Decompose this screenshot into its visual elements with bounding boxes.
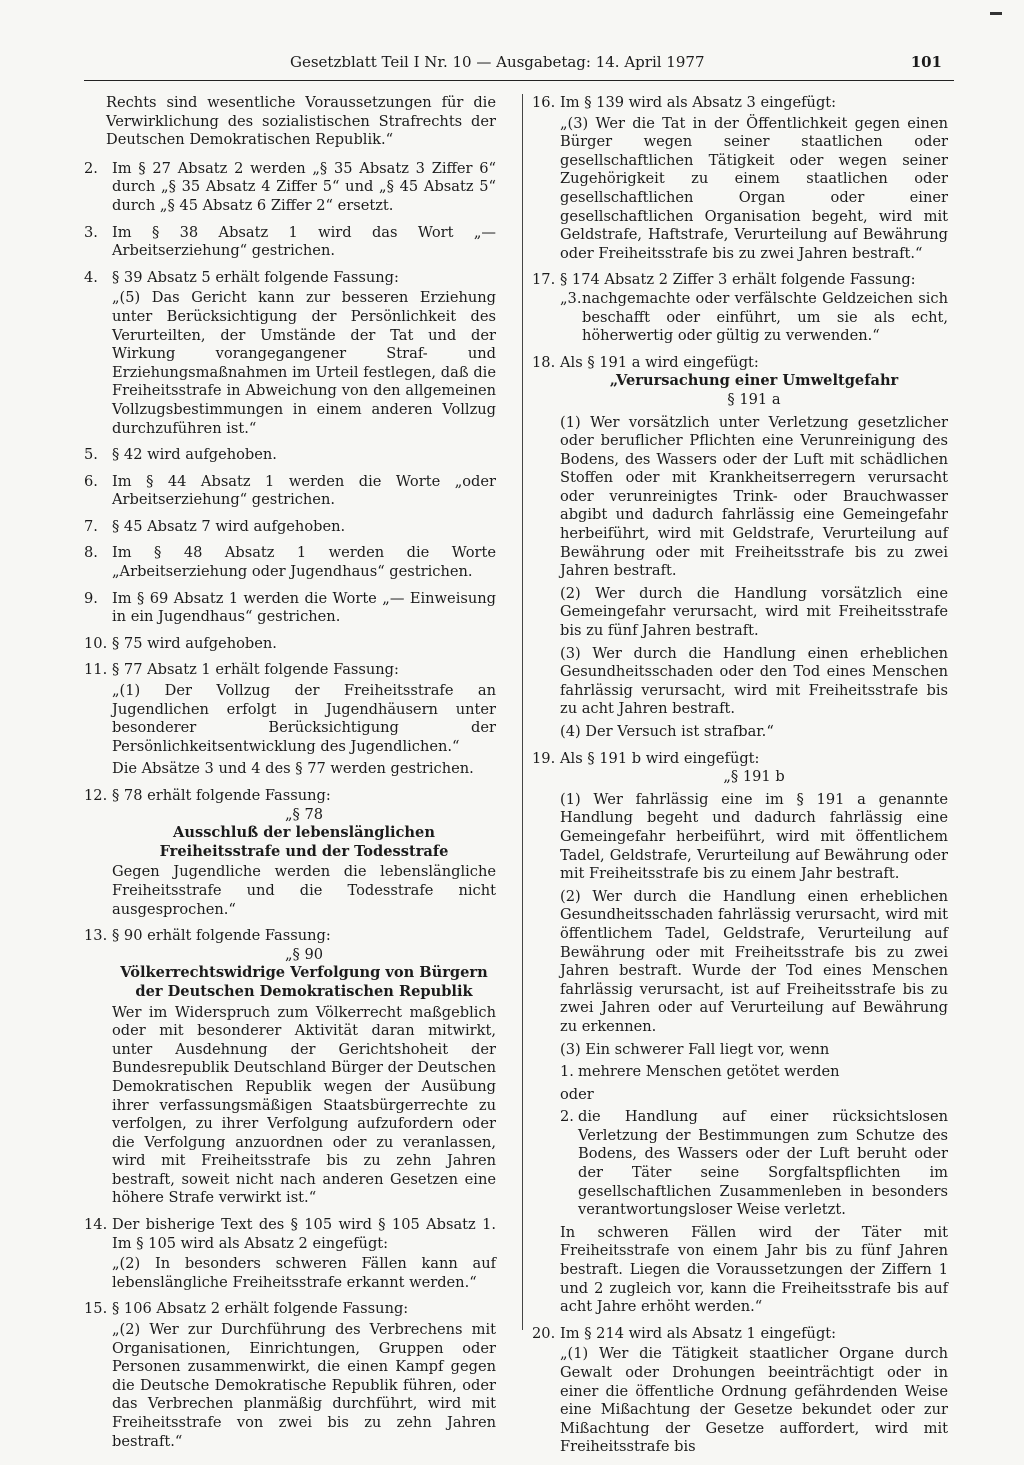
item-number: 18. [532,353,556,371]
subsection-2: (2) Wer durch die Handlung vorsätzlich eine Gemeingefahr verursacht, wird mit Freiheitsstrafe bis zu fünf Jahren bestraft. [560,584,948,640]
item-number: 11. [84,661,108,679]
item-12 [84,787,496,919]
item-text: § 45 Absatz 7 wird aufgehoben. [112,517,346,535]
enum-entry-2 [560,1108,948,1220]
conjunction-text: oder [560,1085,594,1103]
section-heading: „Verursachung einer Umweltgefahr [609,372,899,390]
item-number: 9. [84,589,98,607]
left-column [84,94,496,1459]
item-quote: „(3) Wer die Tat in der Öffentlichkeit gegen einen Bürger wegen seiner staatlichen oder gesellschaftlichen Tätigkeit oder wegen seiner Zugehörigkeit zu einem staatlichen oder gesellschaftlichen Organ oder einer gesellschaftlichen Organisation begeht, wird mit Geldstrafe, Haftstrafe, Verurteilung auf Bewährung oder Freiheitsstrafe bis zu zwei Jahren bestraft.“ [560,114,948,262]
item-text: § 39 Absatz 5 erhält folgende Fassung: [112,268,399,286]
item-5 [84,446,496,465]
item-18 [532,354,948,742]
item-text: Als § 191 b wird eingefügt: [560,749,760,767]
enum-text: nachgemachte oder verfälschte Geldzeichen sich beschafft oder einführt, um sie als echt, höherwertig oder gültig zu verwenden.“ [582,289,948,345]
subsection-1: (1) Wer fahrlässig eine im § 191 a genannte Handlung begeht und dadurch fahrlässig eine Gemeingefahr herbeiführt, wird mit öffentlichem Tadel, Geldstrafe, Verurteilung auf Bewährung oder mit Freiheitsstrafe bis zu einem Jahr bestraft. [560,790,948,883]
item-number: 6. [84,472,98,490]
page-header [290,53,942,75]
item-2 [84,160,496,216]
subsection-4: (4) Der Versuch ist strafbar.“ [560,723,774,740]
item-15 [84,1300,496,1451]
item-16 [532,94,948,263]
item-14 [84,1216,496,1292]
item-text: Im § 38 Absatz 1 wird das Wort „— Arbeitserziehung“ gestrichen. [112,223,496,260]
item-17 [532,271,948,345]
item-8 [84,544,496,581]
subsection-1: (1) Wer vorsätzlich unter Verletzung gesetzlicher oder beruflicher Pflichten eine Verunreinigung des Bodens, des Wassers oder der Luft mit schädlichen Stoffen oder mit Krankheitserregern verursacht oder verunreinigtes Trink- oder Brauchwasser abgibt und dadurch fahrlässig eine Gemeingefahr herbeiführt, wird mit Geldstrafe, Verurteilung auf Bewährung oder mit Freiheitsstrafe bis zu zwei Jahren bestraft. [560,413,948,580]
section-heading: Ausschluß der lebenslänglichen Freiheitsstrafe und der Todesstrafe [159,824,449,860]
enum-number: „3. [560,289,582,307]
item-number: 19. [532,749,556,767]
item-6 [84,473,496,510]
item-number: 15. [84,1300,108,1318]
item-text: Im § 27 Absatz 2 werden „§ 35 Absatz 3 Ziffer 6“ durch „§ 35 Absatz 4 Ziffer 5“ und „§ 45 Absatz 5“ durch „§ 45 Absatz 6 Ziffer 2“ ersetzt. [112,159,496,214]
item-number: 3. [84,223,98,241]
enum-number: 1. [560,1063,574,1081]
page-number: 101 [910,53,942,71]
item-quote: „(5) Das Gericht kann zur besseren Erziehung unter Berücksichtigung der Persönlichkeit des Verurteilten, der Umstände der Tat und der Wirkung vorangegangener Straf- und Erziehungsmaßnahmen im Urteil festlegen, daß die Freiheitsstrafe in Abweichung von den allgemeinen Vollzugsbestimmungen in einem anderen Vollzug durchzuführen ist.“ [112,289,496,437]
item-text: § 106 Absatz 2 erhält folgende Fassung: [112,1300,409,1318]
item-4 [84,269,496,438]
item-number: 10. [84,634,108,652]
item-number: 12. [84,787,108,804]
item-20 [532,1325,948,1457]
enum-text: mehrere Menschen getötet werden [578,1063,840,1081]
item-text: § 77 Absatz 1 erhält folgende Fassung: [112,661,399,679]
section-heading: Völkerrechtswidrige Verfolgung von Bürgern der Deutschen Demokratischen Republik [120,964,488,1000]
enum-entry-1 [560,1063,948,1082]
item-number: 14. [84,1216,108,1234]
item-number: 13. [84,927,108,945]
item-text: § 174 Absatz 2 Ziffer 3 erhält folgende Fassung: [560,271,916,289]
subsection-2: (2) Wer durch die Handlung einen erheblichen Gesundheitsschaden fahrlässig verursacht, wird mit öffentlichem Tadel, Geldstrafe, Verurteilung auf Bewährung oder mit Freiheitsstrafe bis zu zwei Jahren bestraft. Wurde der Tod eines Menschen fahrlässig verursacht, ist auf Freiheitsstrafe bis zu zwei Jahren oder auf Verurteilung auf Bewährung zu erkennen. [560,887,948,1035]
paragraph-label: § 191 a [727,390,781,408]
item-number: 2. [84,159,98,177]
item-after-text: Die Absätze 3 und 4 des § 77 werden gestrichen. [112,760,474,778]
item-text: § 75 wird aufgehoben. [112,634,277,652]
subsection-closing: In schweren Fällen wird der Täter mit Freiheitsstrafe von einem Jahr bis zu fünf Jahren bestraft. Liegen die Voraussetzungen der Ziffern 1 und 2 zugleich vor, kann die Freiheitsstrafe bis auf acht Jahre erhöht werden.“ [560,1223,948,1316]
item-number: 7. [84,517,98,535]
item-13 [84,927,496,1208]
subsection-3: (3) Wer durch die Handlung einen erheblichen Gesundheitsschaden oder den Tod eines Menschen fahrlässig verursacht, wird mit Freiheitsstrafe bis zu acht Jahren bestraft. [560,644,948,718]
item-text: § 42 wird aufgehoben. [112,446,277,464]
item-text: Im § 48 Absatz 1 werden die Worte „Arbeitserziehung oder Jugendhaus“ gestrichen. [112,544,496,581]
item-number: 17. [532,271,556,289]
item-text: § 78 erhält folgende Fassung: [112,787,331,804]
item-number: 16. [532,94,556,111]
item-text: Im § 44 Absatz 1 werden die Worte „oder Arbeitserziehung“ gestrichen. [112,472,496,509]
enum-number: 2. [560,1108,574,1126]
item-text: Im § 214 wird als Absatz 1 eingefügt: [560,1324,837,1342]
subsection-3: (3) Ein schwerer Fall liegt vor, wenn [560,1040,830,1058]
item-text: § 90 erhält folgende Fassung: [112,927,331,945]
enum-entry [560,290,948,346]
item-text: Der bisherige Text des § 105 wird § 105 Absatz 1. Im § 105 wird als Absatz 2 eingefügt: [112,1216,496,1252]
item-quote: „(1) Der Vollzug der Freiheitsstrafe an Jugendlichen erfolgt in Jugendhäusern unter besonderer Berücksichtigung der Persönlichkeitsentwicklung des Jugendlichen.“ [112,682,496,755]
running-title: Gesetzblatt Teil I Nr. 10 — Ausgabetag: 14. April 1977 [290,53,705,71]
item-quote: Gegen Jugendliche werden die lebenslängliche Freiheitsstrafe und die Todesstrafe nicht ausgesprochen.“ [112,863,496,918]
item-11 [84,661,496,779]
item-9 [84,590,496,627]
item-number: 20. [532,1324,556,1342]
item-quote: „(2) In besonders schweren Fällen kann auf lebenslängliche Freiheitsstrafe erkannt werden.“ [112,1255,496,1291]
right-column [532,94,948,1465]
item-quote: „(1) Wer die Tätigkeit staatlicher Organe durch Gewalt oder Drohungen beeinträchtigt oder in einer die öffentliche Ordnung gefährdenden Weise eine Mißachtung der Gesetze bekundet oder zur Mißachtung der Gesetze auffordert, wird mit Freiheitsstrafe bis [560,1345,948,1456]
column-divider [522,94,523,1330]
item-quote: Wer im Widerspruch zum Völkerrecht maßgeblich oder mit besonderer Aktivität daran mitwirkt, unter Ausdehnung der Gerichtshoheit der Bundesrepublik Deutschland Bürger der Deutschen Demokratischen Republik wegen der Ausübung ihrer verfassungsmäßigen Staatsbürgerrechte zu verfolgen, zu ihrer Verfolgung aufzufordern oder die Verfolgung anzuordnen oder zu veranlassen, wird mit Freiheitsstrafe bis zu zehn Jahren bestraft, soweit nicht nach anderen Gesetzen eine höhere Strafe verwirkt ist.“ [112,1003,496,1207]
item-19 [532,750,948,1317]
item-10 [84,635,496,654]
paragraph-label: „§ 90 [284,945,324,963]
item-number: 5. [84,446,98,464]
corner-mark [990,12,1002,15]
item-text: Als § 191 a wird eingefügt: [560,353,759,371]
item-text: Im § 69 Absatz 1 werden die Worte „— Einweisung in ein Jugendhaus“ gestrichen. [112,589,496,626]
item-text: Im § 139 wird als Absatz 3 eingefügt: [560,94,837,111]
item-quote: „(2) Wer zur Durchführung des Verbrechens mit Organisationen, Einrichtungen, Gruppen oder Personen zusammenwirkt, die einen Kampf gegen die Deutsche Demokratische Republik führen, oder das Verbrechen planmäßig durchführt, wird mit Freiheitsstrafe von zwei bis zu zehn Jahren bestraft.“ [112,1321,496,1450]
item-number: 8. [84,544,98,562]
item-7 [84,518,496,537]
item-3 [84,224,496,261]
paragraph-label: „§ 191 b [723,768,785,786]
enum-text: die Handlung auf einer rücksichtslosen Verletzung der Bestimmungen zum Schutze des Bodens, des Wassers oder der Luft beruht oder der Täter seine Sorgfaltspflichten im gesellschaftlichen Zusammenleben in besonders verantwortungsloser Weise verletzt. [578,1108,948,1219]
paragraph-label: „§ 78 [284,805,324,823]
header-rule [84,80,954,81]
continuation-text: Rechts sind wesentliche Voraussetzungen für die Verwirklichung des sozialistischen Strafrechts der Deutschen Demokratischen Republik.“ [106,94,496,149]
item-number: 4. [84,268,98,286]
